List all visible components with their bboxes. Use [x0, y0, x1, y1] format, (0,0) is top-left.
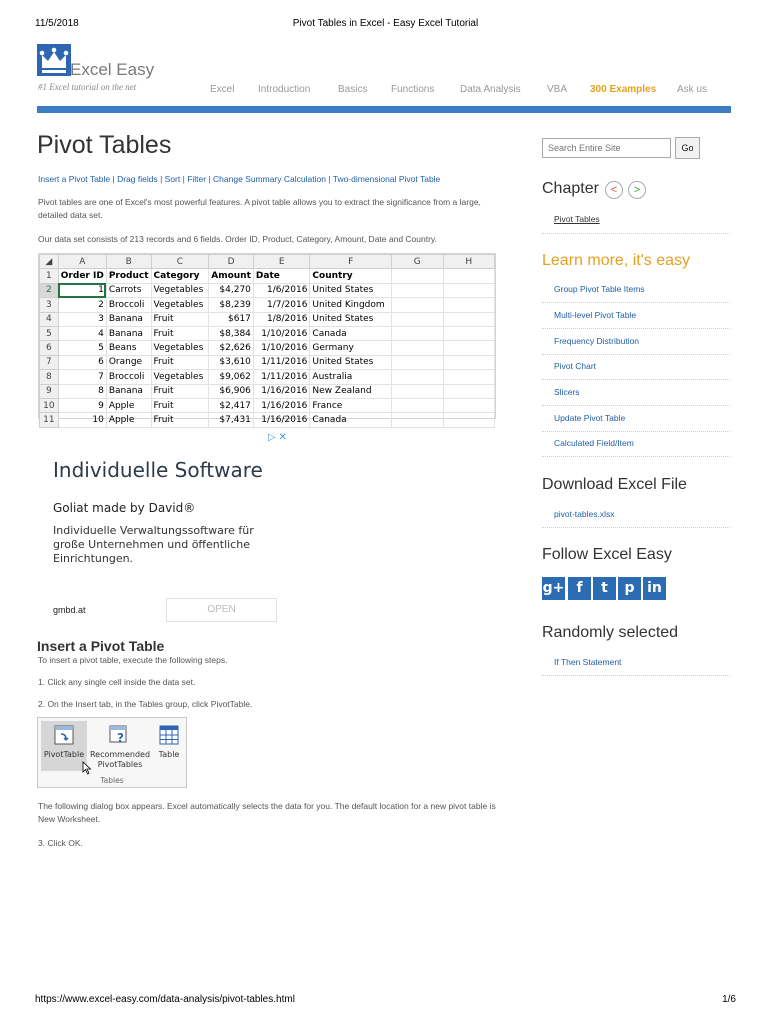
cell[interactable]: $8,239 — [209, 298, 254, 312]
follow-heading: Follow Excel Easy — [542, 546, 672, 563]
empty-cell[interactable] — [443, 370, 495, 384]
nav-300-examples[interactable]: 300 Examples — [590, 84, 657, 95]
linkedin-icon[interactable]: in — [643, 577, 666, 600]
table-row — [40, 283, 495, 297]
ad-choices-icon[interactable]: ▷ — [268, 432, 276, 443]
site-brand[interactable]: Excel Easy — [70, 60, 155, 79]
previous-chapter-icon[interactable]: < — [605, 181, 623, 199]
col-header[interactable]: B — [106, 255, 151, 269]
nav-vba[interactable]: VBA — [547, 84, 568, 95]
cell[interactable]: 6 — [58, 355, 106, 369]
cell[interactable]: Fruit — [151, 413, 209, 427]
divider — [542, 431, 730, 432]
sidebar-link-calculated[interactable]: Calculated Field/Item — [554, 438, 634, 448]
chapter-link[interactable]: Pivot Tables — [554, 214, 600, 224]
crown-logo-icon[interactable] — [37, 44, 71, 76]
cell[interactable]: Fruit — [151, 326, 209, 340]
header-cell[interactable]: Order ID — [58, 269, 106, 283]
row-number[interactable]: 7 — [40, 355, 59, 369]
nav-basics[interactable]: Basics — [338, 84, 368, 95]
cell[interactable]: 4 — [58, 326, 106, 340]
row-number[interactable]: 1 — [40, 269, 59, 283]
row-number[interactable]: 11 — [40, 413, 59, 427]
cell[interactable]: Vegetables — [151, 283, 209, 297]
cell[interactable]: United States — [310, 355, 392, 369]
ribbon-tables-group — [37, 717, 187, 788]
section-heading: Insert a Pivot Table — [37, 638, 165, 654]
col-header[interactable]: D — [209, 255, 254, 269]
cell[interactable]: Vegetables — [151, 298, 209, 312]
ad-body: Individuelle Verwaltungssoftware für große Unternehmen und öffentliche Einrichtungen. — [53, 524, 254, 565]
cell[interactable]: Banana — [106, 384, 151, 398]
facebook-icon[interactable]: f — [568, 577, 591, 600]
twitter-icon[interactable]: t — [593, 577, 616, 600]
page-title: Pivot Tables — [37, 131, 172, 159]
intro-paragraph: Pivot tables are one of Excel's most powerful features. A pivot table allows you to extract the significance from a large, detailed data set. — [38, 197, 481, 220]
empty-cell[interactable] — [392, 370, 443, 384]
empty-cell[interactable] — [392, 384, 443, 398]
random-heading: Randomly selected — [542, 624, 679, 641]
search-input[interactable] — [542, 138, 671, 158]
cell[interactable]: Orange — [106, 355, 151, 369]
empty-cell[interactable] — [443, 398, 495, 412]
col-header[interactable]: A — [58, 255, 106, 269]
nav-excel[interactable]: Excel — [210, 84, 235, 95]
cell[interactable]: United Kingdom — [310, 298, 392, 312]
cell[interactable]: 1/11/2016 — [253, 355, 310, 369]
ad-subtitle: Goliat made by David® — [53, 501, 196, 515]
table-row — [40, 384, 495, 398]
recommended-pivottables-label[interactable]: Recommended PivotTables — [89, 750, 151, 769]
cell[interactable]: Broccoli — [106, 298, 151, 312]
sidebar-link-update[interactable]: Update Pivot Table — [554, 413, 626, 423]
empty-cell[interactable] — [443, 355, 495, 369]
empty-cell[interactable] — [443, 341, 495, 355]
cell[interactable]: Vegetables — [151, 341, 209, 355]
toc-drag-fields[interactable]: Drag fields — [117, 174, 158, 184]
cell[interactable]: 1/7/2016 — [253, 298, 310, 312]
col-header[interactable]: F — [310, 255, 392, 269]
cell[interactable]: Fruit — [151, 312, 209, 326]
print-title: Pivot Tables in Excel - Easy Excel Tutorial — [292, 18, 479, 29]
nav-introduction[interactable]: Introduction — [258, 84, 311, 95]
empty-cell[interactable] — [443, 413, 495, 427]
col-header[interactable]: H — [443, 255, 495, 269]
cell[interactable]: $7,431 — [209, 413, 254, 427]
cell[interactable]: Canada — [310, 413, 392, 427]
table-row — [40, 341, 495, 355]
go-button[interactable]: Go — [675, 137, 700, 159]
data-set-spreadsheet — [38, 253, 496, 425]
print-footer — [35, 994, 736, 1005]
toc-change-summary[interactable]: Change Summary Calculation — [213, 174, 326, 184]
divider — [542, 302, 730, 303]
cell[interactable]: Carrots — [106, 283, 151, 297]
table-row — [40, 312, 495, 326]
table-row — [40, 398, 495, 412]
cell[interactable]: $9,062 — [209, 370, 254, 384]
col-header[interactable]: E — [253, 255, 310, 269]
cell[interactable]: Australia — [310, 370, 392, 384]
cell[interactable]: 1/16/2016 — [253, 413, 310, 427]
toc-insert-pivot-table[interactable]: Insert a Pivot Table — [38, 174, 111, 184]
cell[interactable]: Apple — [106, 398, 151, 412]
table-icon[interactable] — [158, 724, 180, 746]
cell[interactable]: 1/11/2016 — [253, 370, 310, 384]
divider — [542, 328, 730, 329]
header-cell[interactable]: Country — [310, 269, 392, 283]
nav-data-analysis[interactable]: Data Analysis — [460, 84, 521, 95]
recommended-pivottables-icon[interactable] — [108, 724, 130, 746]
row-number[interactable]: 8 — [40, 370, 59, 384]
nav-ask-us[interactable]: Ask us — [677, 84, 708, 95]
cell[interactable]: 1/10/2016 — [253, 326, 310, 340]
next-chapter-icon[interactable]: > — [628, 181, 646, 199]
cell[interactable]: Germany — [310, 341, 392, 355]
cell[interactable]: 1/6/2016 — [253, 283, 310, 297]
google-plus-icon[interactable]: g+ — [542, 577, 565, 600]
toc-links: Insert a Pivot Table | Drag fields | Sort | Filter | Change Summary Calculation | Two-dimensional Pivot Table — [38, 174, 441, 184]
empty-cell[interactable] — [392, 269, 443, 283]
step-3: 3. Click OK. — [38, 838, 83, 848]
cell[interactable]: $8,384 — [209, 326, 254, 340]
sidebar-link-frequency[interactable]: Frequency Distribution — [554, 336, 640, 346]
divider — [542, 675, 730, 676]
col-header[interactable]: C — [151, 255, 209, 269]
empty-cell[interactable] — [443, 312, 495, 326]
row-number[interactable]: 3 — [40, 298, 59, 312]
cell[interactable]: 1/8/2016 — [253, 312, 310, 326]
download-heading: Download Excel File — [542, 476, 687, 493]
cell[interactable]: $2,417 — [209, 398, 254, 412]
cell[interactable]: United States — [310, 312, 392, 326]
random-link[interactable]: If Then Statement — [554, 657, 622, 667]
row-number[interactable]: 2 — [40, 283, 59, 297]
divider — [542, 379, 730, 380]
cell[interactable]: 10 — [58, 413, 106, 427]
table-row — [40, 355, 495, 369]
dialog-paragraph: The following dialog box appears. Excel automatically selects the data for you. The default location for a new pivot table is New Worksheet. — [38, 801, 496, 824]
spreadsheet-grid — [39, 254, 495, 428]
cell[interactable]: United States — [310, 283, 392, 297]
selected-cell[interactable]: 1 — [58, 283, 106, 297]
empty-cell[interactable] — [392, 298, 443, 312]
svg-text:?: ? — [117, 731, 124, 745]
cell[interactable]: 1/16/2016 — [253, 398, 310, 412]
table-row — [40, 413, 495, 427]
cell[interactable]: Beans — [106, 341, 151, 355]
toc-sort[interactable]: Sort — [164, 174, 181, 184]
cell[interactable]: Broccoli — [106, 370, 151, 384]
toc-two-dimensional[interactable]: Two-dimensional Pivot Table — [332, 174, 441, 184]
empty-cell[interactable] — [443, 298, 495, 312]
row-number[interactable]: 10 — [40, 398, 59, 412]
table-row — [40, 298, 495, 312]
header-divider — [37, 106, 731, 113]
ad-domain[interactable]: gmbd.at — [53, 605, 86, 615]
row-number[interactable]: 6 — [40, 341, 59, 355]
cell[interactable]: $2,626 — [209, 341, 254, 355]
header-row — [40, 269, 495, 283]
dataset-paragraph: Our data set consists of 213 records and 6 fields. Order ID, Product, Category, Amount, Date and Country. — [38, 234, 437, 244]
learn-heading: Learn more, it's easy — [542, 252, 691, 269]
corner-cell[interactable]: ◢ — [40, 255, 59, 269]
empty-cell[interactable] — [392, 413, 443, 427]
empty-cell[interactable] — [392, 355, 443, 369]
header-cell[interactable]: Product — [106, 269, 151, 283]
empty-cell[interactable] — [392, 398, 443, 412]
pivottable-label: PivotTable — [43, 750, 85, 759]
header-cell[interactable]: Category — [151, 269, 209, 283]
tables-group-label: Tables — [100, 776, 124, 785]
cell[interactable]: Apple — [106, 413, 151, 427]
cell[interactable]: 9 — [58, 398, 106, 412]
divider — [542, 405, 730, 406]
row-number[interactable]: 9 — [40, 384, 59, 398]
print-header — [35, 18, 736, 30]
column-header-row — [40, 255, 495, 269]
cell[interactable]: 3 — [58, 312, 106, 326]
cell[interactable]: France — [310, 398, 392, 412]
ad-title[interactable]: Individuelle Software — [53, 458, 263, 482]
table-row — [40, 370, 495, 384]
empty-cell[interactable] — [443, 326, 495, 340]
col-header[interactable]: G — [392, 255, 443, 269]
cell[interactable]: New Zealand — [310, 384, 392, 398]
cell[interactable]: Banana — [106, 312, 151, 326]
print-page-number: 1/6 — [722, 994, 736, 1005]
pivottable-icon — [53, 724, 75, 746]
cell[interactable]: Canada — [310, 326, 392, 340]
divider — [542, 456, 730, 457]
pinterest-icon[interactable]: p — [618, 577, 641, 600]
sidebar-link-slicers[interactable]: Slicers — [554, 387, 580, 397]
empty-cell[interactable] — [443, 269, 495, 283]
cell[interactable]: Fruit — [151, 398, 209, 412]
empty-cell[interactable] — [392, 326, 443, 340]
step-intro: To insert a pivot table, execute the following steps. — [38, 655, 228, 665]
cell[interactable]: 7 — [58, 370, 106, 384]
divider — [542, 354, 730, 355]
empty-cell[interactable] — [443, 283, 495, 297]
table-label: Table — [158, 750, 180, 759]
empty-cell[interactable] — [392, 312, 443, 326]
nav-functions[interactable]: Functions — [391, 84, 435, 95]
header-cell[interactable]: Date — [253, 269, 310, 283]
toc-filter[interactable]: Filter — [187, 174, 207, 184]
divider — [542, 527, 730, 528]
print-date: 11/5/2018 — [35, 18, 79, 29]
cell[interactable]: Fruit — [151, 355, 209, 369]
site-tagline: #1 Excel tutorial on the net — [38, 82, 137, 92]
divider — [542, 233, 730, 234]
step-1: 1. Click any single cell inside the data set. — [38, 677, 196, 687]
row-number[interactable]: 4 — [40, 312, 59, 326]
ad-close-icon[interactable]: ✕ — [278, 432, 287, 443]
cell[interactable]: 1/10/2016 — [253, 341, 310, 355]
row-number[interactable]: 5 — [40, 326, 59, 340]
empty-cell[interactable] — [392, 341, 443, 355]
download-link[interactable]: pivot-tables.xlsx — [554, 509, 615, 519]
print-url: https://www.excel-easy.com/data-analysis/pivot-tables.html — [35, 994, 295, 1005]
cell[interactable]: $6,906 — [209, 384, 254, 398]
cell[interactable]: 1/16/2016 — [253, 384, 310, 398]
sidebar-link-multi-level[interactable]: Multi-level Pivot Table — [554, 310, 637, 320]
cell[interactable]: $4,270 — [209, 283, 254, 297]
empty-cell[interactable] — [443, 384, 495, 398]
ad-controls — [268, 432, 287, 443]
empty-cell[interactable] — [392, 283, 443, 297]
cell[interactable]: Vegetables — [151, 370, 209, 384]
cell[interactable]: $3,610 — [209, 355, 254, 369]
table-row — [40, 326, 495, 340]
chapter-heading: Chapter — [542, 180, 599, 197]
cell[interactable]: $617 — [209, 312, 254, 326]
cell[interactable]: 5 — [58, 341, 106, 355]
cell[interactable]: 8 — [58, 384, 106, 398]
sidebar-link-pivot-chart[interactable]: Pivot Chart — [554, 361, 597, 371]
ad-open-button[interactable]: OPEN — [166, 598, 277, 622]
step-2: 2. On the Insert tab, in the Tables group, click PivotTable. — [38, 699, 253, 709]
header-cell[interactable]: Amount — [209, 269, 254, 283]
sidebar-link-group-items[interactable]: Group Pivot Table Items — [554, 284, 645, 294]
cell[interactable]: Fruit — [151, 384, 209, 398]
pivottable-button[interactable] — [41, 721, 87, 771]
cell[interactable]: 2 — [58, 298, 106, 312]
cell[interactable]: Banana — [106, 326, 151, 340]
